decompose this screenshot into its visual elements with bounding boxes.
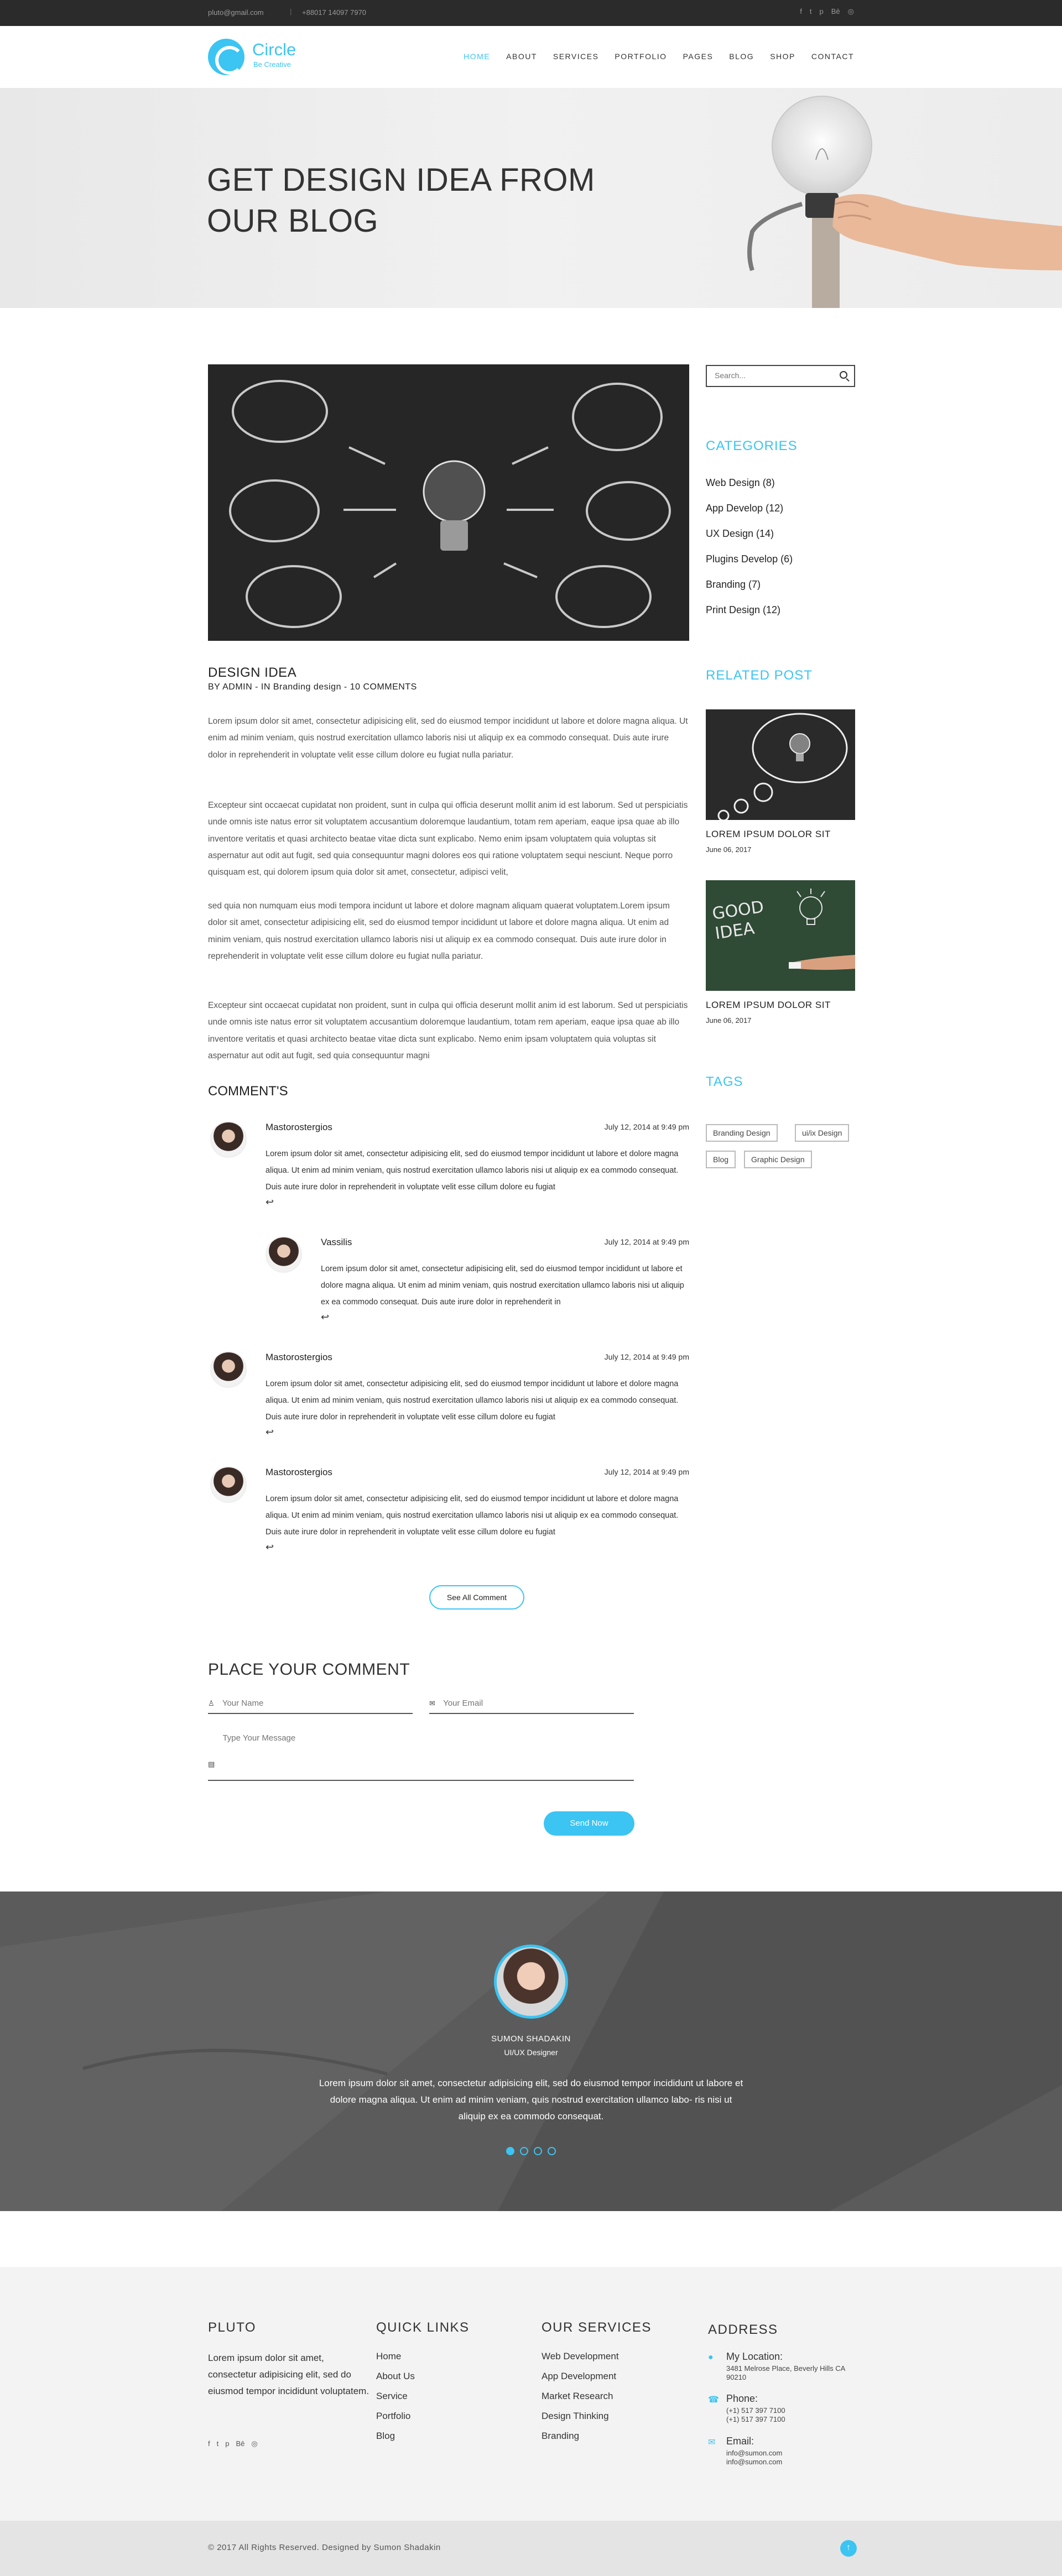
footer-links-heading: QUICK LINKS (376, 2320, 470, 2335)
name-input[interactable] (222, 1699, 366, 1708)
hero-title (207, 160, 595, 242)
site-header (0, 26, 1062, 88)
hero-banner (0, 88, 1062, 308)
category-branding[interactable]: Branding (7) (706, 579, 761, 590)
copyright-bar (0, 2521, 1062, 2576)
category-print-design[interactable]: Print Design (12) (706, 604, 781, 615)
phone-value-1: (+1) 517 397 7100 (726, 2406, 785, 2415)
avatar (210, 1351, 247, 1388)
send-now-button[interactable]: Send Now (544, 1811, 634, 1836)
name-field (208, 1699, 413, 1714)
footer-about-heading: PLUTO (208, 2320, 257, 2335)
post-featured-image (208, 364, 689, 641)
nav-portfolio[interactable]: PORTFOLIO (615, 52, 667, 61)
message-field (208, 1733, 634, 1781)
tag-blog[interactable]: Blog (706, 1151, 736, 1168)
facebook-icon[interactable]: f (208, 2439, 210, 2448)
top-bar (0, 0, 1062, 26)
hero-title-line-2: OUR BLOG (207, 203, 379, 239)
topbar-separator: | (290, 7, 292, 15)
location-value-2: 90210 (726, 2373, 747, 2381)
testimonial-role: UI/UX Designer (504, 2048, 558, 2057)
footer-service-web[interactable]: Web Development (542, 2351, 619, 2361)
post-paragraph-1: Lorem ipsum dolor sit amet, consectetur adipisicing elit, sed do eiusmod tempor incididunt ut labore et dolore magna aliqua. Ut enim ad minim veniam, quis nostrud exercitation ullamco laboris nisi ut aliquip ex ea commodo consequat. Duis aute irure dolor in reprehenderit in voluptate velit esse cillum dolore eu fugiat nulla pariatur. (208, 717, 688, 760)
see-all-comments-button[interactable]: See All Comment (429, 1585, 524, 1610)
twitter-icon[interactable]: t (809, 7, 812, 15)
message-input[interactable] (222, 1733, 610, 1767)
post-paragraph-2: Excepteur sint occaecat cupidatat non proident, sunt in culpa qui officia deserunt mollit anim id est laborum. Sed ut perspiciatis unde omnis iste natus error sit voluptatem accusantium doloremque laudantium, totam rem aperiam, eaque ipsa quae ab illo inventore veritatis et quasi architecto beatae vitae dicta sunt explicabo. Nemo enim ipsam voluptatem quia voluptas sit aspernatur aut odit aut fugit, sed quia consequuntur magni dolores eos qui ratione voluptatem sequi nesciunt. Neque porro quisquam est, qui dolorem ipsum quia dolor sit amet, consectetur, adipisci velit, (208, 801, 688, 877)
related-post-image[interactable] (706, 880, 855, 991)
avatar (210, 1466, 247, 1503)
footer-social (208, 2439, 258, 2448)
footer-link-home[interactable]: Home (376, 2351, 402, 2361)
behance-icon[interactable]: Bē (831, 7, 840, 15)
envelope-icon: ✉ (429, 1699, 435, 1707)
nav-shop[interactable]: SHOP (770, 52, 795, 61)
dribbble-icon[interactable]: ◎ (251, 2439, 258, 2448)
category-web-design[interactable]: Web Design (8) (706, 477, 775, 488)
tag-graphic-design[interactable]: Graphic Design (744, 1151, 812, 1168)
comment-author: Mastorostergios (266, 1122, 332, 1132)
envelope-icon: ✉ (708, 2438, 716, 2447)
footer-link-service[interactable]: Service (376, 2391, 408, 2401)
post-paragraph-3: sed quia non numquam eius modi tempora incidunt ut labore et dolore magnam aliquam quaerat voluptatem.Lorem ipsum dolor sit amet, consectetur adipisicing elit, sed do eiusmod tempor incididunt ut labore et dolore magna aliqua. Ut enim ad minim veniam, quis nostrud exercitation ullamco laboris nisi ut aliquip ex ea commodo consequat. Duis aute irure dolor in reprehenderit in voluptate velit esse cillum dolore eu fugiat nulla pariatur. (208, 901, 670, 961)
testimonial-avatar (494, 1945, 568, 2019)
comment-text: Lorem ipsum dolor sit amet, consectetur adipisicing elit, sed do eiusmod tempor incididunt ut labore et dolore magna aliqua. Ut enim ad minim veniam, quis nostrud exercitation ullamco laboris nisi ut aliquip ex ea commodo consequat. Duis aute irure dolor in reprehenderit in voluptate velit esse cillum dolore eu fugiat (266, 1380, 679, 1422)
footer-service-design[interactable]: Design Thinking (542, 2411, 609, 2421)
testimonial-pagination (506, 2147, 556, 2155)
email-value-1[interactable]: info@sumon.com (726, 2449, 783, 2457)
nav-services[interactable]: SERVICES (553, 52, 599, 61)
post-title: DESIGN IDEA (208, 665, 297, 680)
email-label: Email: (726, 2436, 754, 2447)
user-icon: ♙ (208, 1699, 215, 1707)
comment-text: Lorem ipsum dolor sit amet, consectetur adipisicing elit, sed do eiusmod tempor incididunt ut labore et dolore magna aliqua. Ut enim ad minim veniam, quis nostrud exercitation ullamco laboris nisi ut aliquip ex ea commodo consequat. Duis aute irure dolor in reprehenderit in voluptate velit esse cillum dolore eu fugiat (266, 1495, 679, 1537)
copyright-text: © 2017 All Rights Reserved. Designed by Sumon Shadakin (208, 2543, 441, 2552)
hand-lightbulb-image (719, 88, 1062, 308)
nav-home[interactable]: HOME (464, 52, 491, 61)
footer-service-market[interactable]: Market Research (542, 2391, 613, 2401)
logo-name[interactable]: Circle (252, 40, 296, 59)
reply-icon[interactable]: ↩ (266, 1542, 274, 1553)
footer-link-portfolio[interactable]: Portfolio (376, 2411, 411, 2421)
testimonial-text: Lorem ipsum dolor sit amet, consectetur adipisicing elit, sed do eiusmod tempor incididunt ut labore et dolore magna aliqua. Ut enim ad minim veniam, quis nostrud exercitation ullamco labo- ris nisi ut aliquip ex ea commodo consequat. (319, 2078, 743, 2122)
related-post-image[interactable] (706, 709, 855, 820)
nav-pages[interactable]: PAGES (683, 52, 714, 61)
pinterest-icon[interactable]: p (819, 7, 824, 15)
footer-services-heading: OUR SERVICES (542, 2320, 652, 2335)
message-icon: ▤ (208, 1760, 215, 1768)
footer-service-branding[interactable]: Branding (542, 2431, 580, 2441)
carousel-dot-1[interactable] (506, 2147, 514, 2155)
related-post-title[interactable]: LOREM IPSUM DOLOR SIT (706, 829, 831, 839)
reply-icon[interactable]: ↩ (266, 1196, 274, 1208)
back-to-top-icon[interactable]: ↑ (840, 2540, 857, 2557)
nav-blog[interactable]: BLOG (729, 52, 754, 61)
comment-text: Lorem ipsum dolor sit amet, consectetur adipisicing elit, sed do eiusmod tempor incididunt ut labore et dolore magna aliqua. Ut enim ad minim veniam, quis nostrud exercitation ullamco laboris nisi ut aliquip ex ea commodo consequat. Duis aute irure dolor in reprehenderit in voluptate velit esse cillum dolore eu fugiat (266, 1149, 679, 1192)
search-input[interactable] (715, 371, 825, 380)
logo-tagline: Be Creative (253, 60, 291, 69)
footer-address-heading: ADDRESS (708, 2322, 778, 2337)
topbar-social (800, 7, 854, 16)
comment-date: July 12, 2014 at 9:49 pm (604, 1352, 689, 1361)
categories-heading: CATEGORIES (706, 438, 798, 453)
post-paragraph-4: Excepteur sint occaecat cupidatat non proident, sunt in culpa qui officia deserunt mollit anim id est laborum. Sed ut perspiciatis unde omnis iste natus error sit voluptatem accusantium doloremque laudantium, totam rem aperiam, eaque ipsa quae ab illo inventore veritatis et quasi architecto beatae vitae dicta sunt explicabo. Nemo enim ipsam voluptatem quia voluptas sit aspernatur aut odit aut fugit, sed quia consequuntur magni (208, 1001, 688, 1060)
carousel-dot-2[interactable] (520, 2147, 528, 2155)
search-icon[interactable] (840, 371, 847, 379)
footer-service-app[interactable]: App Development (542, 2371, 617, 2381)
nav-contact[interactable]: CONTACT (811, 52, 854, 61)
topbar-phone[interactable]: +88017 14097 7970 (302, 8, 367, 17)
facebook-icon[interactable]: f (800, 7, 802, 15)
comment-author: Mastorostergios (266, 1467, 332, 1477)
behance-icon[interactable]: Bē (236, 2439, 245, 2448)
comment-author: Mastorostergios (266, 1352, 332, 1362)
comment-date: July 12, 2014 at 9:49 pm (604, 1122, 689, 1131)
logo-icon[interactable] (208, 39, 244, 75)
topbar-email[interactable]: pluto@gmail.com (208, 8, 264, 17)
map-marker-icon: ● (708, 2353, 714, 2362)
email-input[interactable] (443, 1699, 587, 1708)
comment-item (210, 1351, 689, 1440)
footer-link-about[interactable]: About Us (376, 2371, 415, 2381)
comments-heading: COMMENT'S (208, 1084, 288, 1099)
carousel-dot-4[interactable] (548, 2147, 556, 2155)
comment-item (210, 1466, 689, 1555)
site-footer (0, 2267, 1062, 2521)
related-post-image-caption: GOOD IDEA (711, 897, 766, 944)
main-nav (464, 52, 854, 61)
tag-branding-design[interactable]: Branding Design (706, 1124, 778, 1142)
phone-value-2: (+1) 517 397 7100 (726, 2415, 785, 2423)
related-post-heading: RELATED POST (706, 668, 813, 683)
pinterest-icon[interactable]: p (225, 2439, 230, 2448)
category-ux-design[interactable]: UX Design (14) (706, 528, 774, 539)
avatar (210, 1121, 247, 1158)
testimonial-name: SUMON SHADAKIN (491, 2034, 571, 2044)
comment-item (210, 1121, 689, 1210)
dribbble-icon[interactable]: ◎ (847, 7, 854, 15)
location-value-1: 3481 Melrose Place, Beverly Hills CA (726, 2364, 846, 2373)
phone-icon: ☎ (708, 2395, 719, 2405)
email-field (429, 1699, 634, 1714)
comment-date: July 12, 2014 at 9:49 pm (604, 1237, 689, 1246)
comment-date: July 12, 2014 at 9:49 pm (604, 1467, 689, 1476)
footer-about-text: Lorem ipsum dolor sit amet, consectetur adipisicing elit, sed do eiusmod tempor incididunt voluptatem. (208, 2353, 369, 2396)
footer-link-blog[interactable]: Blog (376, 2431, 395, 2441)
comment-form-heading: PLACE YOUR COMMENT (208, 1660, 410, 1679)
nav-about[interactable]: ABOUT (506, 52, 537, 61)
category-app-develop[interactable]: App Develop (12) (706, 503, 784, 514)
reply-icon[interactable]: ↩ (266, 1427, 274, 1438)
search-box (706, 365, 855, 387)
comment-item-reply (266, 1236, 689, 1325)
hero-title-line-1: GET DESIGN IDEA FROM (207, 162, 595, 198)
twitter-icon[interactable]: t (216, 2439, 219, 2448)
category-plugins-develop[interactable]: Plugins Develop (6) (706, 553, 793, 565)
email-value-2[interactable]: info@sumon.com (726, 2458, 783, 2466)
avatar (266, 1236, 302, 1273)
reply-icon[interactable]: ↩ (321, 1311, 330, 1323)
comment-author: Vassilis (321, 1237, 352, 1247)
comment-text: Lorem ipsum dolor sit amet, consectetur adipisicing elit, sed do eiusmod tempor incididunt ut labore et dolore magna aliqua. Ut enim ad minim veniam, quis nostrud exercitation ullamco laboris nisi ut aliquip ex ea commodo consequat. Duis aute irure dolor in reprehenderit in (321, 1265, 684, 1307)
related-post-date: June 06, 2017 (706, 1016, 752, 1025)
related-post-date: June 06, 2017 (706, 845, 752, 854)
tags-heading: TAGS (706, 1074, 743, 1089)
related-post-title[interactable]: LOREM IPSUM DOLOR SIT (706, 1000, 831, 1010)
tag-ui-ix-design[interactable]: ui/ix Design (795, 1124, 849, 1142)
testimonial-section (0, 1891, 1062, 2211)
post-meta: BY ADMIN - IN Branding design - 10 COMMENTS (208, 682, 417, 692)
carousel-dot-3[interactable] (534, 2147, 542, 2155)
location-label: My Location: (726, 2351, 783, 2362)
phone-label: Phone: (726, 2393, 758, 2404)
